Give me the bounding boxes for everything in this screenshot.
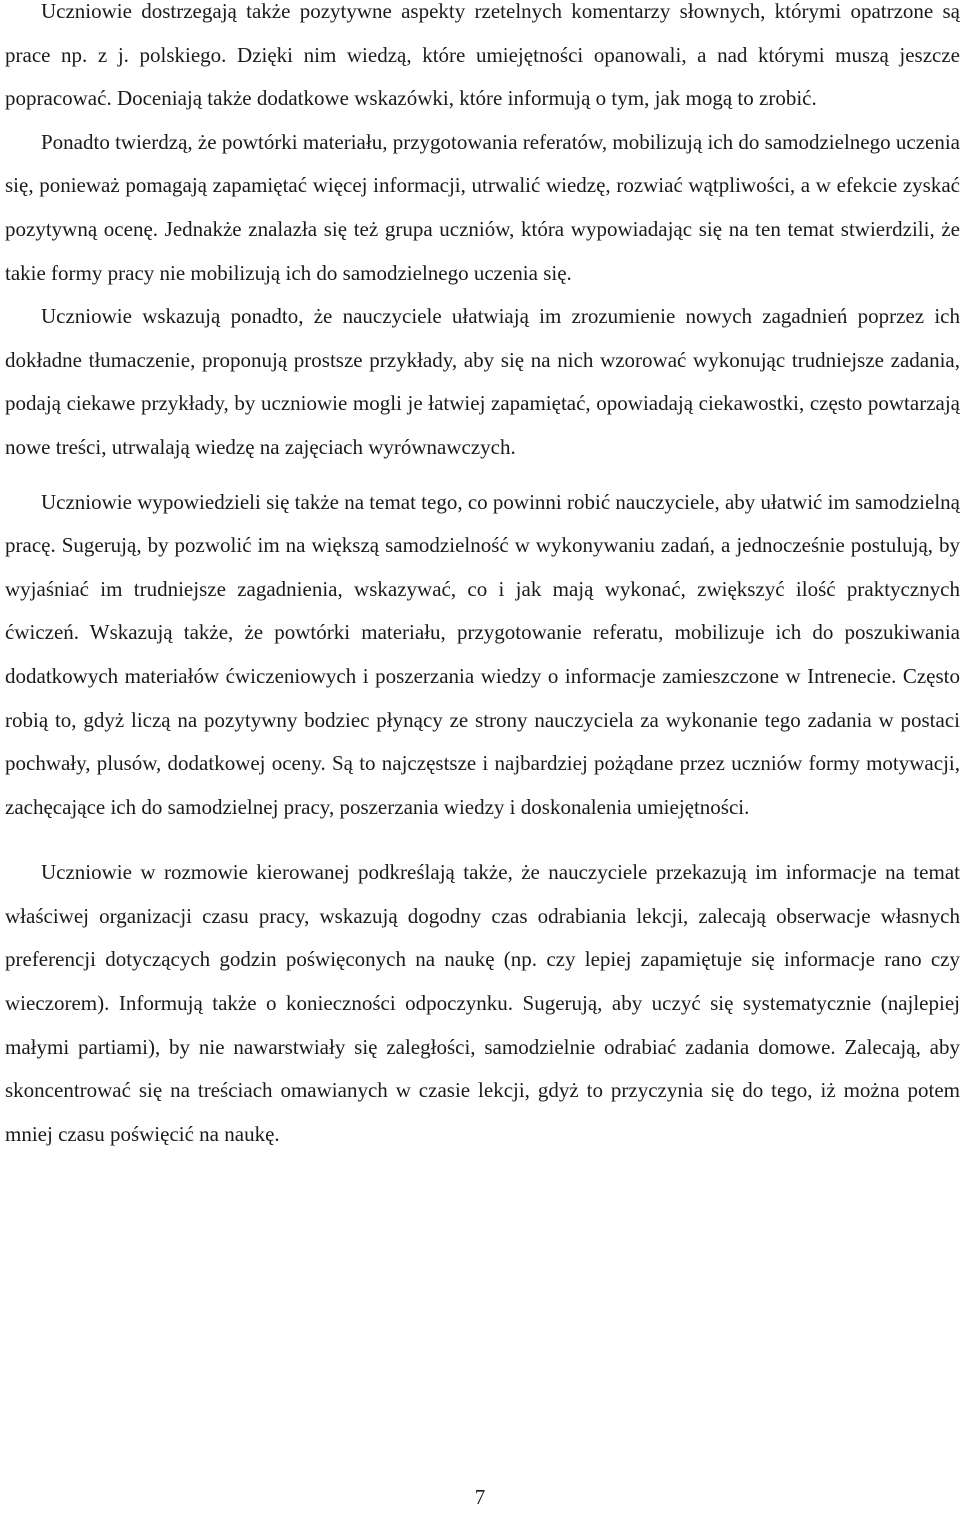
paragraph-5: Uczniowie w rozmowie kierowanej podkreślają także, że nauczyciele przekazują im informacje na temat właściwej organizacji czasu pracy, wskazują dogodny czas odrabiania lekcji, zalecają obserwacje własnych preferencji dotyczących godzin poświęconych na naukę (np. czy lepiej zapamiętuje się informacje rano czy wieczorem). Informują także o konieczności odpoczynku. Sugerują, aby uczyć się systematycznie (najlepiej małymi partiami), by nie nawarstwiały się zaległości, samodzielnie odrabiać zadania domowe. Zalecają, aby skoncentrować się na treściach omawianych w czasie lekcji, gdyż to przyczynia się do tego, iż można potem mniej czasu poświęcić na naukę. bbox=[5, 860, 960, 1146]
paragraph-3: Uczniowie wskazują ponadto, że nauczyciele ułatwiają im zrozumienie nowych zagadnień poprzez ich dokładne tłumaczenie, proponują prostsze przykłady, aby się na nich wzorować wykonując trudniejsze zadania, podają ciekawe przykłady, by uczniowie mogli je łatwiej zapamiętać, opowiadają ciekawostki, często powtarzają nowe treści, utrwalają wiedzę na zajęciach wyrównawczych. bbox=[5, 304, 960, 459]
paragraph-2: Ponadto twierdzą, że powtórki materiału, przygotowania referatów, mobilizują ich do samodzielnego uczenia się, ponieważ pomagają zapamiętać więcej informacji, utrwalić wiedzę, rozwiać wątpliwości, a w efekcie zyskać pozytywną ocenę. Jednakże znalazła się też grupa uczniów, która wypowiadając się na ten temat stwierdzili, że takie formy pracy nie mobilizują ich do samodzielnego uczenia się. bbox=[5, 129, 960, 285]
page-number: 7 bbox=[474, 1485, 486, 1509]
paragraph-1: Uczniowie dostrzegają także pozytywne aspekty rzetelnych komentarzy słownych, którymi opatrzone są prace np. z j. polskiego. Dzięki nim wiedzą, które umiejętności opanowali, a nad którymi muszą jeszcze popracować. Doceniają także dodatkowe wskazówki, które informują o tym, jak mogą to zrobić. bbox=[5, 0, 960, 111]
document-page bbox=[5, 0, 960, 1156]
paragraph-4: Uczniowie wypowiedzieli się także na temat tego, co powinni robić nauczyciele, aby ułatwić im samodzielną pracę. Sugerują, by pozwolić im na większą samodzielność w wykonywaniu zadań, a jednocześnie postulują, by wyjaśniać im trudniejsze zagadnienia, wskazywać, co i jak mają wykonać, zwiększyć ilość praktycznych ćwiczeń. Wskazują także, że powtórki materiału, przygotowanie referatu, mobilizuje ich do poszukiwania dodatkowych materiałów ćwiczeniowych i poszerzania wiedzy o informacje zamieszczone w Intrenecie. Często robią to, gdyż liczą na pozytywny bodziec płynący ze strony nauczyciela za wykonanie tego zadania w postaci pochwały, plusów, dodatkowej oceny. Są to najczęstsze i najbardziej pożądane przez uczniów formy motywacji, zachęcające ich do samodzielnej pracy, poszerzania wiedzy i doskonalenia umiejętności. bbox=[5, 489, 960, 819]
